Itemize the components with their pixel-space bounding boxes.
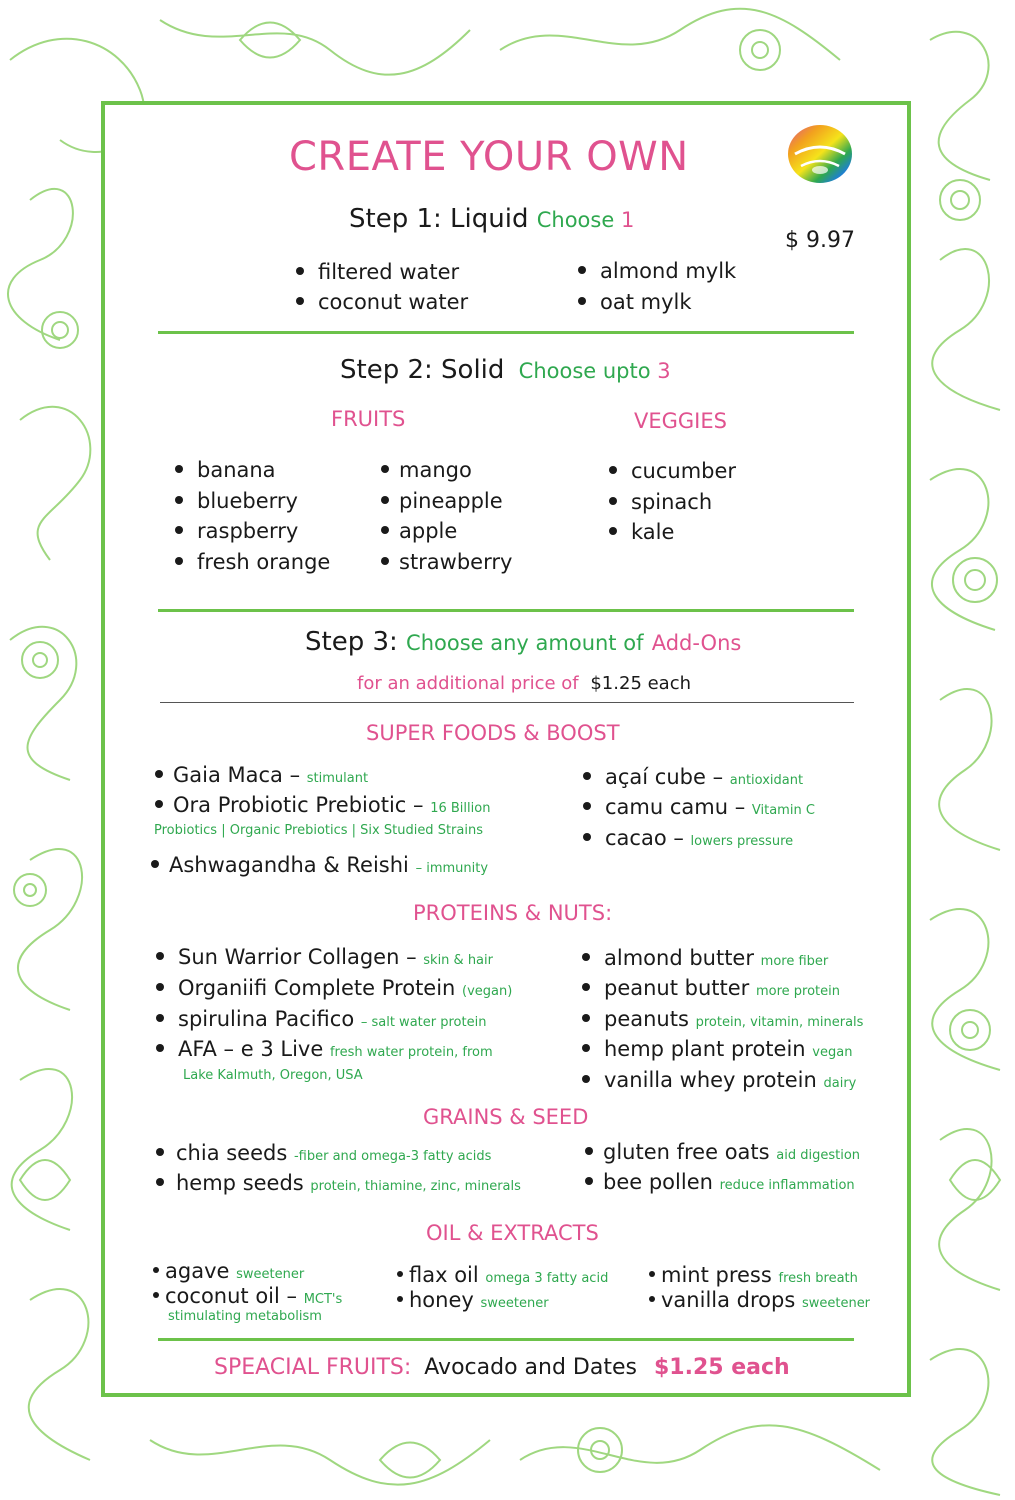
list-item: vanilla whey protein dairy (582, 1068, 856, 1092)
list-item: honey sweetener (397, 1288, 549, 1312)
step1-heading (349, 204, 634, 234)
list-item: hemp plant protein vegan (582, 1037, 852, 1061)
list-item: Gaia Maca – stimulant (155, 763, 368, 787)
list-item: spirulina Pacifico – salt water protein (156, 1007, 486, 1031)
list-item: fresh orange (175, 550, 330, 574)
divider (158, 1338, 854, 1341)
divider (158, 609, 854, 612)
special-label: SPEACIAL FRUITS: (214, 1355, 412, 1380)
list-item: pineapple (381, 489, 503, 513)
oils-title: OIL & EXTRACTS (426, 1221, 599, 1245)
list-item: peanuts protein, vitamin, minerals (582, 1007, 863, 1031)
list-item: AFA – e 3 Live fresh water protein, from (156, 1037, 493, 1061)
superfoods-title: SUPER FOODS & BOOST (366, 721, 620, 745)
list-item: spinach (609, 490, 712, 514)
proteins-title: PROTEINS & NUTS: (413, 901, 613, 925)
rainbow-orb-logo-icon (787, 124, 853, 184)
list-item: cacao – lowers pressure (583, 826, 793, 850)
list-item: bee pollen reduce inflammation (585, 1170, 855, 1194)
step3-heading (305, 627, 741, 657)
base-price: $ 9.97 (785, 228, 855, 253)
list-item-note: Probiotics | Organic Prebiotics | Six Studied Strains (154, 823, 483, 838)
list-item: oat mylk (578, 290, 692, 314)
list-item: Sun Warrior Collagen – skin & hair (156, 945, 493, 969)
addon-price-line (357, 673, 691, 694)
step3-choose: Choose any amount of (406, 631, 644, 655)
step3-addons: Add-Ons (651, 631, 742, 655)
list-item-note: stimulating metabolism (168, 1309, 322, 1324)
list-item: mint press fresh breath (649, 1263, 858, 1287)
list-item: peanut butter more protein (582, 976, 840, 1000)
list-item: Ashwagandha & Reishi – immunity (151, 853, 488, 877)
special-price: $1.25 each (653, 1355, 790, 1380)
list-item: strawberry (381, 550, 512, 574)
list-item: coconut water (296, 290, 468, 314)
list-item: banana (175, 458, 276, 482)
step2-label: Step 2: Solid (340, 355, 505, 385)
list-item: almond butter more fiber (582, 946, 828, 970)
special-fruits-line (214, 1355, 790, 1380)
fruits-title: FRUITS (331, 407, 406, 431)
step2-choose-num: 3 (657, 359, 671, 383)
list-item: vanilla drops sweetener (649, 1288, 870, 1312)
grains-title: GRAINS & SEED (423, 1105, 589, 1129)
menu-card (101, 101, 911, 1397)
step1-choose-num: 1 (620, 208, 635, 232)
step2-choose: Choose upto (518, 359, 651, 383)
list-item: gluten free oats aid digestion (585, 1140, 860, 1164)
list-item: cucumber (609, 459, 736, 483)
veggies-title: VEGGIES (634, 409, 727, 433)
list-item: Ora Probiotic Prebiotic – 16 Billion (155, 793, 490, 817)
step1-label: Step 1: Liquid (349, 204, 529, 234)
list-item: coconut oil – MCT's (153, 1284, 342, 1308)
list-item: chia seeds -fiber and omega-3 fatty acids (156, 1141, 491, 1165)
list-item: camu camu – Vitamin C (583, 795, 815, 819)
addon-price: $1.25 each (590, 673, 692, 694)
list-item: almond mylk (578, 259, 736, 283)
special-items: Avocado and Dates (424, 1355, 637, 1380)
list-item: açaí cube – antioxidant (583, 765, 803, 789)
step3-label: Step 3: (305, 627, 398, 657)
list-item: agave sweetener (153, 1259, 304, 1283)
divider (160, 702, 854, 703)
list-item: raspberry (175, 519, 298, 543)
list-item: filtered water (296, 260, 459, 284)
step1-choose: Choose (536, 208, 615, 232)
list-item: mango (381, 458, 472, 482)
list-item: Organiifi Complete Protein (vegan) (156, 976, 512, 1000)
step2-heading (340, 355, 671, 385)
list-item: kale (609, 520, 674, 544)
list-item-note: Lake Kalmuth, Oregon, USA (183, 1068, 363, 1083)
list-item: blueberry (175, 489, 298, 513)
list-item: apple (381, 519, 457, 543)
addon-price-prefix: for an additional price of (357, 673, 579, 694)
list-item: flax oil omega 3 fatty acid (397, 1263, 608, 1287)
page-title: CREATE YOUR OWN (289, 134, 689, 180)
list-item: hemp seeds protein, thiamine, zinc, minerals (156, 1171, 521, 1195)
divider (158, 331, 854, 334)
